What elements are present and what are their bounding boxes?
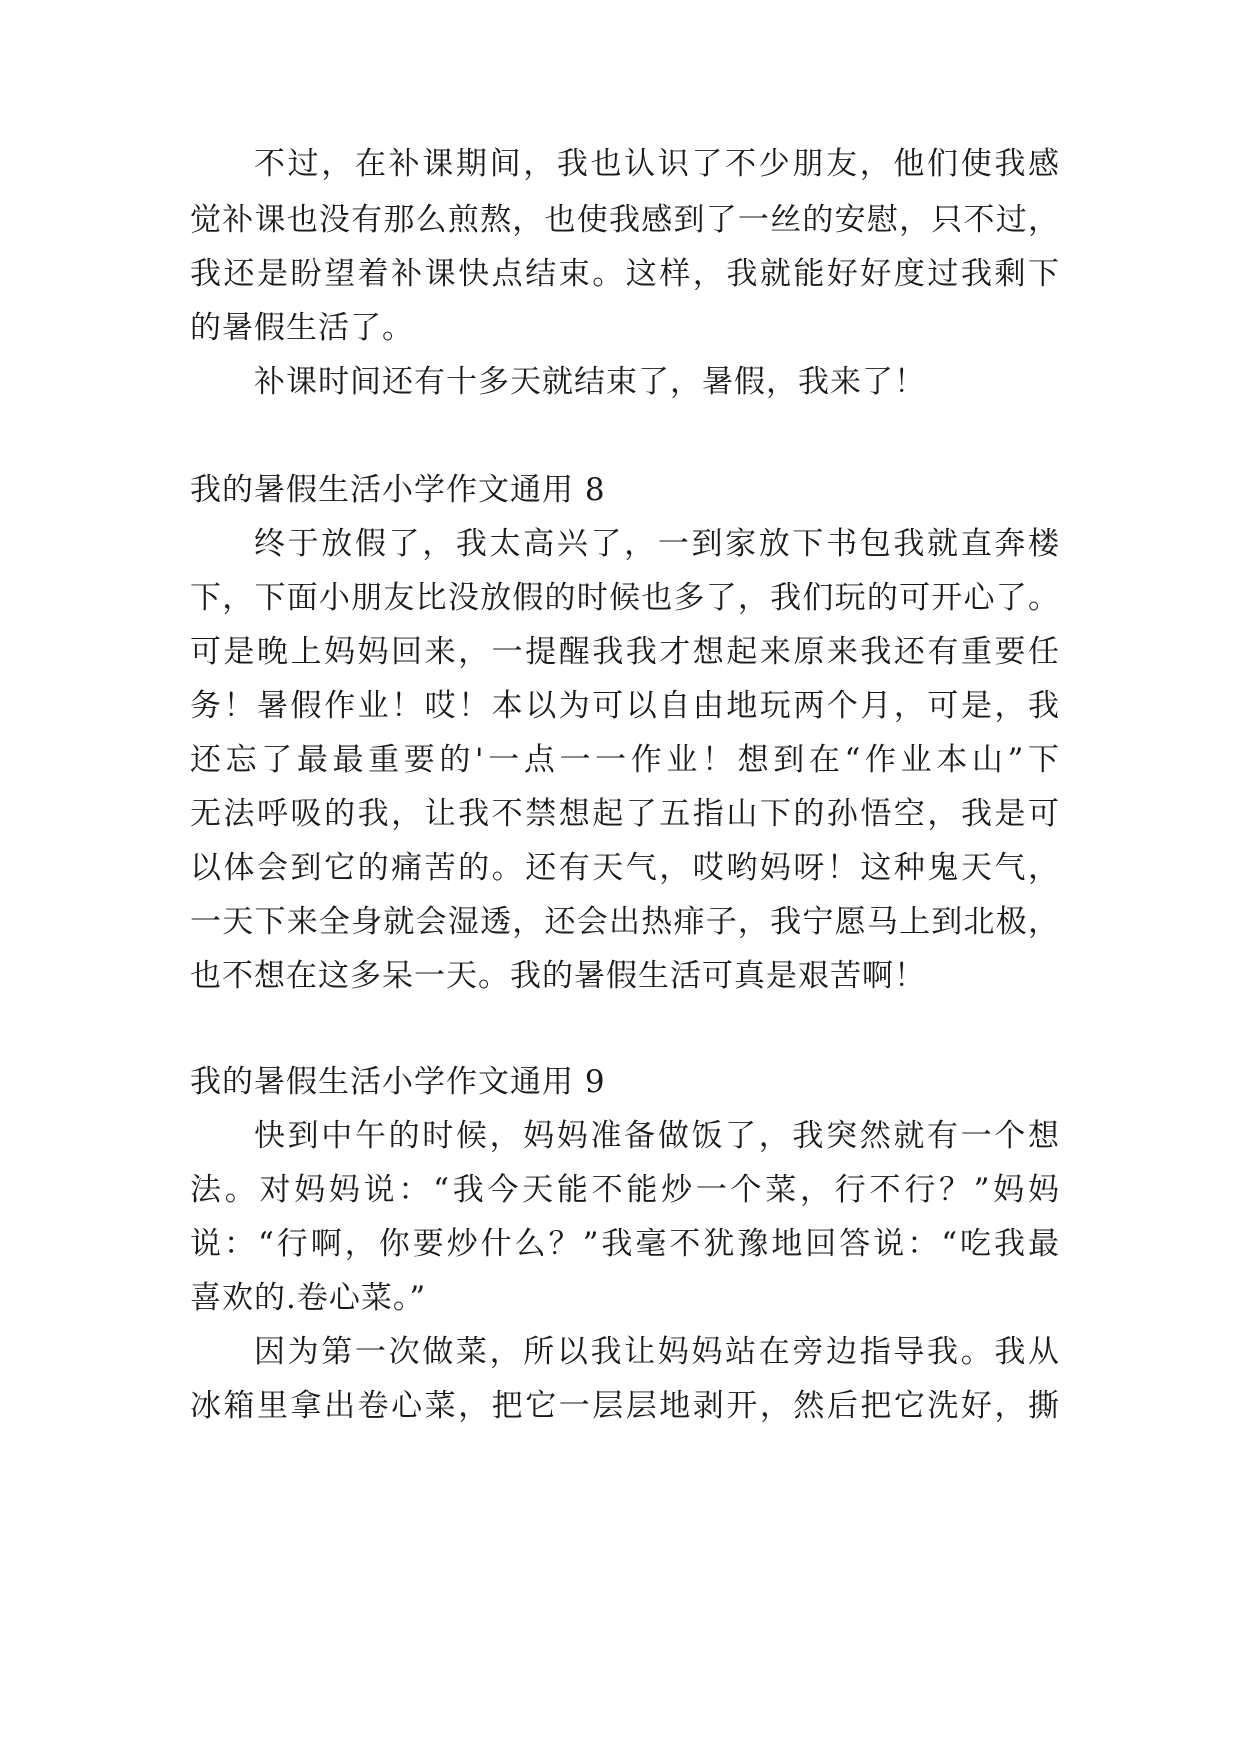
paragraph-line: 我还是盼望着补课快点结束。这样，我就能好好度过我剩下 [190,256,1060,292]
paragraph-line: 下，下面小朋友比没放假的时候也多了，我们玩的可开心了。 [190,580,1060,616]
paragraph-line: 不过，在补课期间，我也认识了不少朋友，他们使我感 [254,146,1060,182]
paragraph-line: 无法呼吸的我，让我不禁想起了五指山下的孙悟空，我是可 [190,796,1060,832]
paragraph-line: 以体会到它的痛苦的。还有天气，哎哟妈呀！这种鬼天气， [190,850,1060,886]
section-heading: 我的暑假生活小学作文通用 8 [190,472,606,508]
paragraph-line: 可是晚上妈妈回来，一提醒我我才想起来原来我还有重要任 [190,634,1060,670]
paragraph-line: 因为第一次做菜，所以我让妈妈站在旁边指导我。我从 [254,1334,1060,1370]
paragraph-line: 终于放假了，我太高兴了，一到家放下书包我就直奔楼 [254,526,1060,562]
paragraph-line: 说：“行啊，你要炒什么？”我毫不犹豫地回答说：“吃我最 [190,1226,1060,1262]
paragraph-line: 一天下来全身就会湿透，还会出热痱子，我宁愿马上到北极， [190,904,1060,940]
paragraph-line: 觉补课也没有那么煎熬，也使我感到了一丝的安慰，只不过， [190,202,1060,238]
paragraph-line: 也不想在这多呆一天。我的暑假生活可真是艰苦啊！ [190,958,926,994]
section-heading: 我的暑假生活小学作文通用 9 [190,1064,606,1100]
paragraph-line: 冰箱里拿出卷心菜，把它一层层地剥开，然后把它洗好，撕 [190,1388,1060,1424]
paragraph-line: 快到中午的时候，妈妈准备做饭了，我突然就有一个想 [254,1118,1060,1154]
paragraph-line: 喜欢的.卷心菜。” [190,1280,427,1316]
paragraph-line: 的暑假生活了。 [190,310,414,346]
paragraph-line: 法。对妈妈说：“我今天能不能炒一个菜，行不行？”妈妈 [190,1172,1060,1208]
paragraph-line: 还忘了最最重要的'一点一一作业！想到在“作业本山”下 [190,742,1060,778]
paragraph-line: 务！暑假作业！哎！本以为可以自由地玩两个月，可是，我 [190,688,1060,724]
paragraph-line: 补课时间还有十多天就结束了，暑假，我来了！ [254,364,926,400]
